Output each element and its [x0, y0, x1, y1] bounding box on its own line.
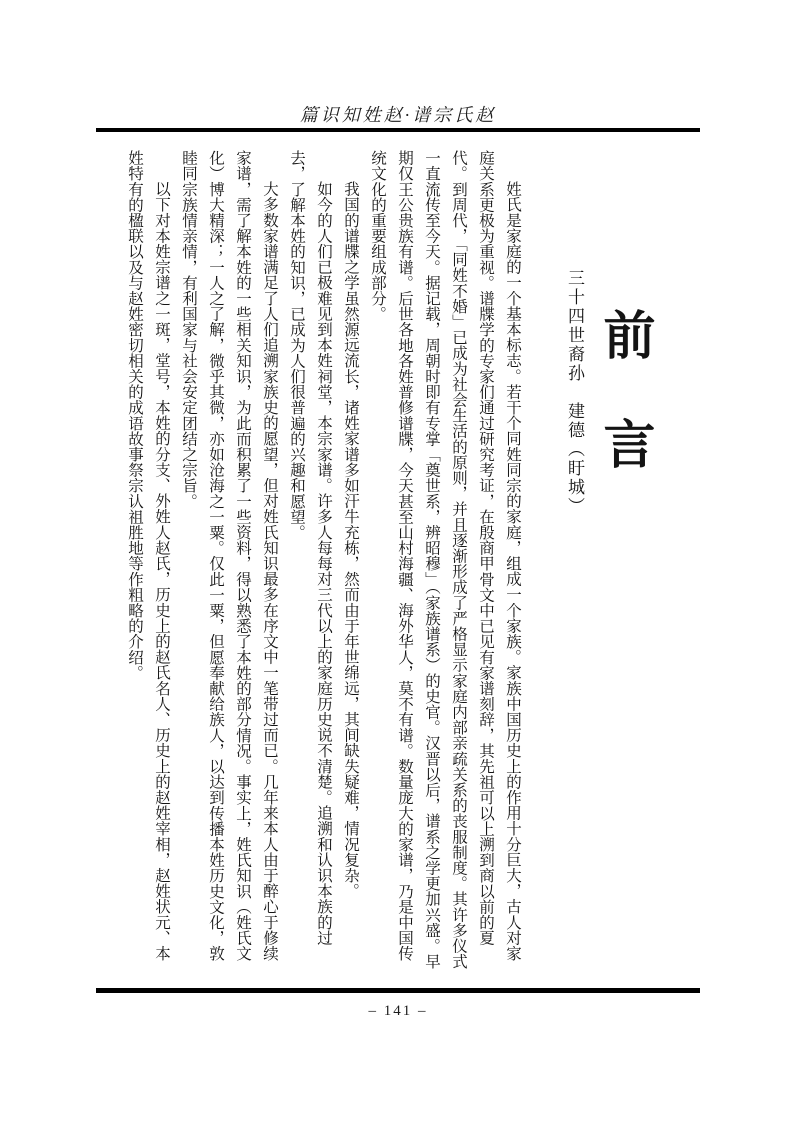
page-number: – 141 – — [368, 1003, 428, 1019]
article-body — [121, 150, 526, 976]
content-area — [121, 150, 700, 976]
header-rule — [96, 128, 700, 132]
paragraph-1: 姓氏是家庭的一个基本标志。若干个同姓同宗的家庭，组成一个家族。家族中国历史上的作用十分巨大，古人对家庭关系更极为重视。谱牒学的专家们通过研究考证，在殷商甲骨文中已见有家谱刻辞，其先祖可以上溯到商以前的夏代。到周代，「同姓不婚」已成为社会生活的原则，并且逐渐形成了严格显示家庭内部亲疏关系的丧服制度。其许多仪式一直流传至今天。据记载，周朝时即有专掌「奠世系，辨昭穆」（家族谱系）的史官。汉晋以后，谱系之学更加兴盛。早期仅王公贵族有谱。后世各地各姓普修谱牒，今天甚至山村海疆、海外华人，莫不有谱。数量庞大的家谱，乃是中国传统文化的重要组成部分。 — [369, 150, 521, 970]
running-header: 篇识知姓赵·谱宗氏赵 — [299, 105, 497, 125]
article-title: 前言 — [595, 308, 652, 526]
paragraph-3: 如今的人们已极难见到本姓祠堂，本宗家谱。许多人每每对三代以上的家庭历史说不清楚。追溯和认识本族的过去，了解本姓的知识，已成为人们很普遍的兴趣和愿望。 — [288, 150, 332, 946]
footer-rule — [96, 988, 700, 993]
paragraph-2: 我国的谱牒之学虽然源远流长，诸姓家谱多如汗牛充栋，然而由于年世绵远，其间缺失疑难，情况复杂。 — [342, 181, 359, 899]
paragraph-4: 大多数家谱满足了人们追溯家族史的愿望，但对姓氏知识最多在序文中一笔带过而已。几年来本人由于醉心于修续家谱，需了解本姓的一些相关知识，为此而积累了一些资料，得以熟悉了本姓的部分情况。事实上，姓氏知识（姓氏文化）博大精深；一人之了解，微乎其微，亦如沧海之一粟。仅此一粟，但愿奉献给族人，以达到传播本姓历史文化，敦睦同宗族情亲情，有利国家与社会安定团结之宗旨。 — [180, 150, 278, 962]
article-byline: 三十四世裔孙 建德（盱城） — [565, 269, 584, 516]
paragraph-5: 以下对本姓宗谱之一斑，堂号，本姓的分支、外姓人赵氏，历史上的赵氏名人、历史上的赵姓宰相，赵姓状元、本姓特有的楹联以及与赵姓密切相关的成语故事祭宗认祖胜地等作粗略的介绍。 — [126, 150, 170, 961]
